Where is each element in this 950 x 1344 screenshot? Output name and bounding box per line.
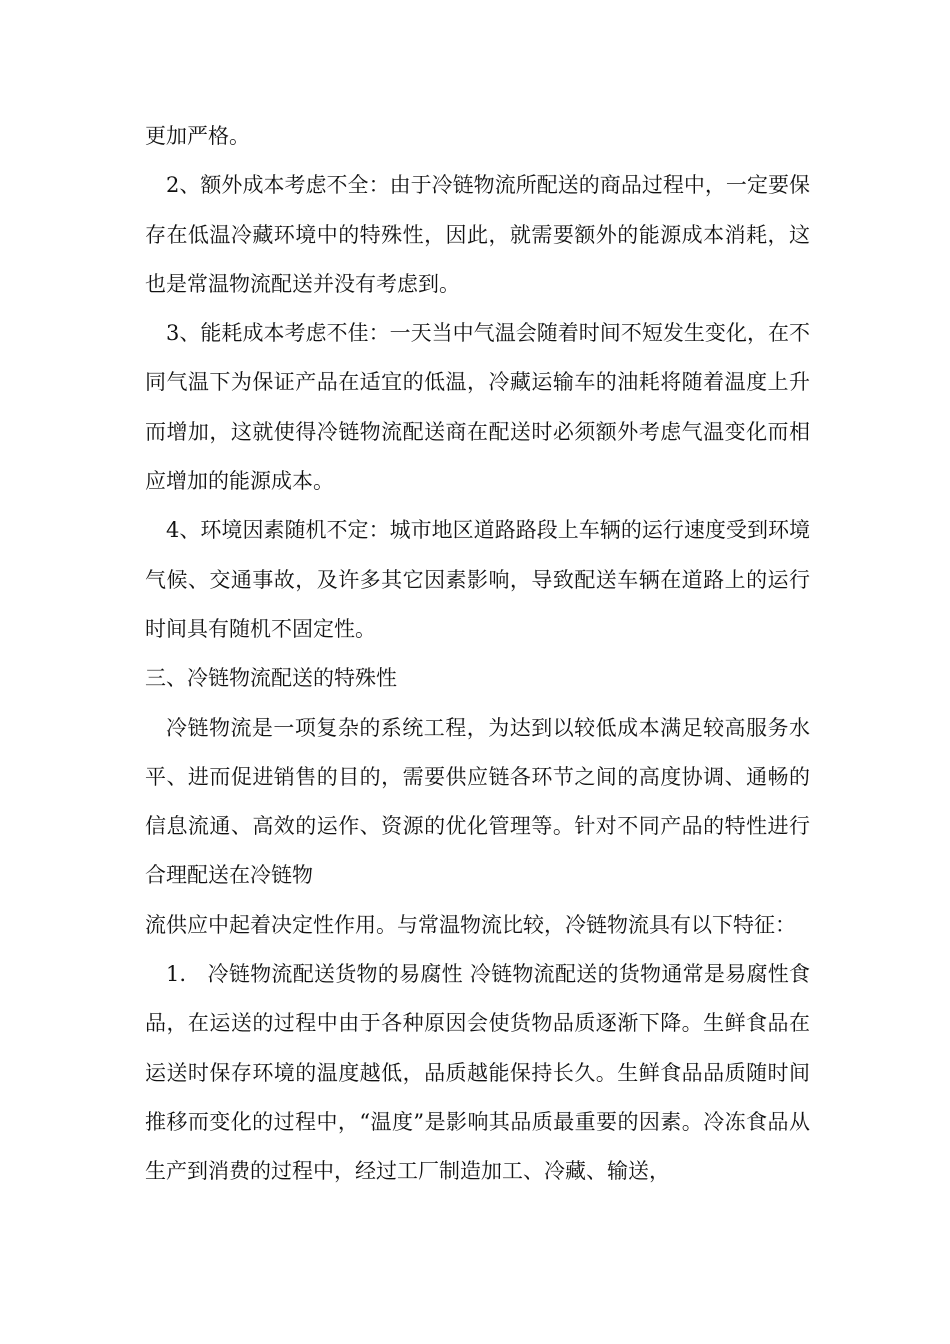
paragraph-continuation: 更加严格。	[145, 124, 250, 148]
paragraph-perishability: 1. 冷链物流配送货物的易腐性 冷链物流配送的货物通常是易腐性食品，在运送的过程中由于各种原因会使货物品质逐渐下降。生鲜食品在运送时保存环境的温度越低，品质越能保持长久。生鲜食品品质随时间推移而变化的过程中，“温度”是影响其品质最重要的因素。冷冻食品从生产到消费的过程中，经过工厂制造加工、冷藏、输送，	[145, 962, 810, 1184]
paragraph-environment-factors: 4、环境因素随机不定：城市地区道路路段上车辆的运行速度受到环境气候、交通事故，及许多其它因素影响，导致配送车辆在道路上的运行时间具有随机不固定性。	[145, 518, 810, 641]
paragraph-cold-chain-features: 流供应中起着决定性作用。与常温物流比较，冷链物流具有以下特征：	[145, 912, 796, 937]
section-heading: 三、冷链物流配送的特殊性	[145, 666, 397, 691]
paragraph-energy-cost: 3、能耗成本考虑不佳：一天当中气温会随着时间不短发生变化，在不同气温下为保证产品在适宜的低温，冷藏运输车的油耗将随着温度上升而增加，这就使得冷链物流配送商在配送时必须额外考虑气温变化而相应增加的能源成本。	[145, 321, 810, 494]
paragraph-extra-cost: 2、额外成本考虑不全：由于冷链物流所配送的商品过程中，一定要保存在低温冷藏环境中的特殊性，因此，就需要额外的能源成本消耗，这也是常温物流配送并没有考虑到。	[145, 173, 810, 296]
document-page	[145, 112, 810, 1197]
paragraph-cold-chain-intro: 冷链物流是一项复杂的系统工程，为达到以较低成本满足较高服务水平、进而促进销售的目的，需要供应链各环节之间的高度协调、通畅的信息流通、高效的运作、资源的优化管理等。针对不同产品的特性进行合理配送在冷链物	[145, 715, 810, 888]
